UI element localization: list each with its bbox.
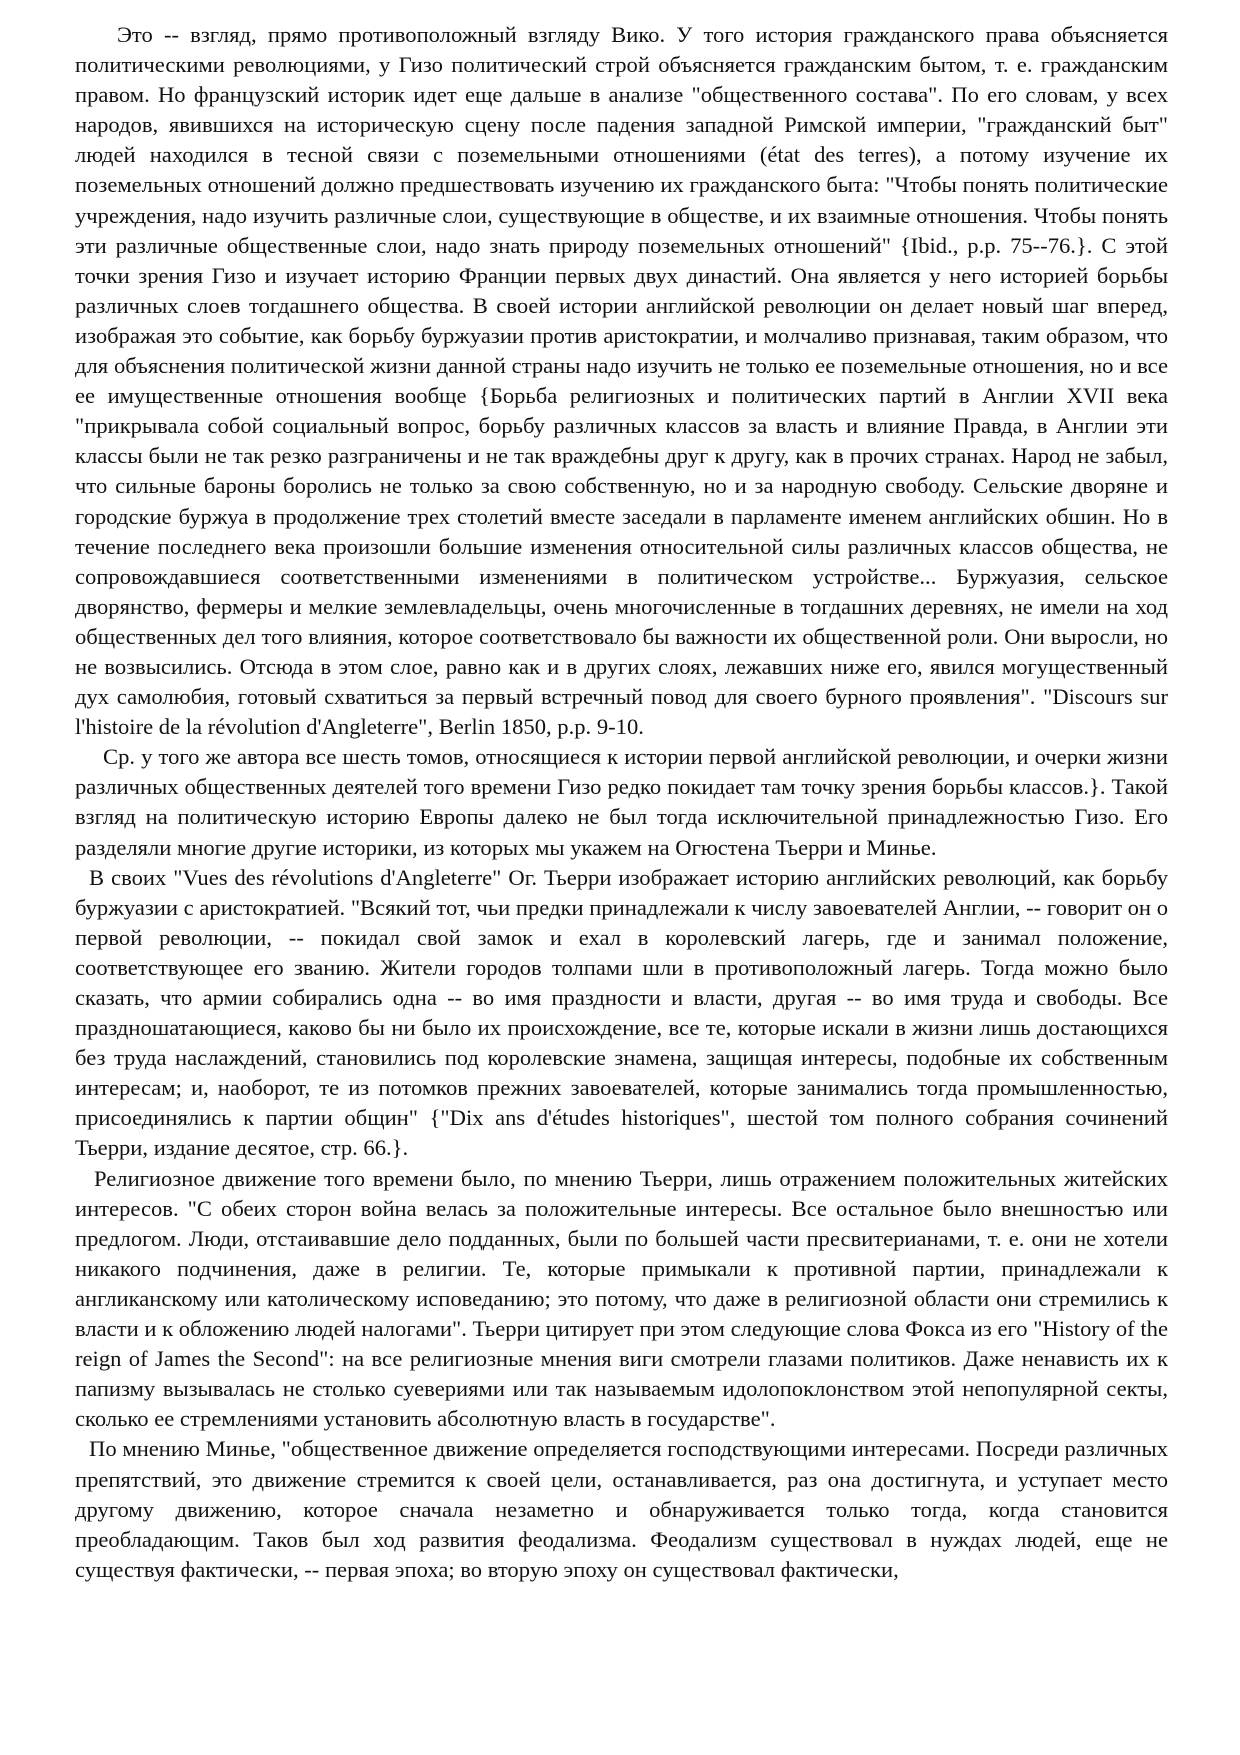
document-page — [75, 20, 1168, 1585]
paragraph-thierry-revolutions: В своих "Vues des révolutions d'Angleterre" Ог. Тьерри изображает историю английских революций, как борьбу буржуазии с аристократией. "Всякий тот, чьи предки принадлежали к числу завоевателей Англии, -- говорит он о первой революции, -- покидал свой замок и ехал в королевский лагерь, где и занимал положение, соответствующее его званию. Жители городов толпами шли в противоположный лагерь. Тогда можно было сказать, что армии собирались одна -- во имя праздности и власти, другая -- во имя труда и свободы. Все праздношатающиеся, каково бы ни было их происхождение, все те, которые искали в жизни лишь достающихся без труда наслаждений, становились под королевские знамена, защищая интересы, подобные их собственным интересам; и, наоборот, те из потомков прежних завоевателей, которые занимались тогда промышленностью, присоединялись к партии общин" {"Dix ans d'études historiques", шестой том полного собрания сочинений Тьерри, издание десятое, стр. 66.}. — [75, 864, 1168, 1161]
paragraph-guizot-civil-life: Это -- взгляд, прямо противоположный взгляду Вико. У того история гражданского права объясняется политическими революциями, у Гизо политический строй объясняется гражданским бытом, т. е. гражданским правом. Но французский историк идет еще дальше в анализе "общественного состава". По его словам, у всех народов, явившихся на историческую сцену после падения западной Римской империи, "гражданский быт" людей находился в тесной связи с поземельными отношениями (état des terres), а потому изучение их поземельных отношений должно предшествовать изучению их гражданского быта: "Чтобы понять политические учреждения, надо изучить различные слои, существующие в обществе, и их взаимные отношения. Чтобы понять эти различные общественные слои, надо знать природу поземельных отношений" {Ibid., p.p. 75--76.}. С этой точки зрения Гизо и изучает историю Франции первых двух династий. Она является у него историей борьбы различных слоев тогдашнего общества. В своей истории английской революции он делает новый шаг вперед, изображая это событие, как борьбу буржуазии против аристократии, и молчаливо признавая, таким образом, что для объяснения политической жизни данной страны надо изучить не только ее поземельные отношения, но и все ее имущественные отношения вообще {Борьба религиозных и политических партий в Англии XVII века "прикрывала собой социальный вопрос, борьбу различных классов за власть и влияние Правда, в Англии эти классы были не так резко разграничены и не так враждебны друг к другу, как в прочих странах. Народ не забыл, что сильные бароны боролись не только за свою собственную, но и за народную свободу. Сельские дворяне и городские буржуа в продолжение трех столетий вместе заседали в парламенте именем английских обшин. Но в течение последнего века произошли большие изменения относительной силы различных классов общества, не сопровождавшиеся соответственными изменениями в политическом устройстве... Буржуазия, сельское дворянство, фермеры и мелкие землевладельцы, очень многочисленные в тогдашних деревнях, не имели на ход общественных дел того влияния, которое соответствовало бы важности их общественной роли. Они выросли, но не возвысились. Отсюда в этом слое, равно как и в других слоях, лежавших ниже его, явился могущественный дух самолюбия, готовый схватиться за первый встречный повод для своего бурного проявления". "Discours sur l'histoire de la révolution d'Angleterre", Berlin 1850, p.p. 9-10. — [75, 22, 1168, 740]
paragraph-mignet: По мнению Минье, "общественное движение определяется господствующими интересами. Посреди различных препятствий, это движение стремится к своей цели, останавливается, раз она достигнута, и уступает место другому движению, которое сначала незаметно и обнаруживается только тогда, когда становится преобладающим. Таков был ход развития феодализма. Феодализм существовал в нуждах людей, еще не существуя фактически, -- первая эпоха; во вторую эпоху он существовал фактически, — [75, 1436, 1168, 1582]
paragraph-guizot-class-struggle: Ср. у того же автора все шесть томов, относящиеся к истории первой английской революции, и очерки жизни различных общественных деятелей того времени Гизо редко покидает там точку зрения борьбы классов.}. Такой взгляд на политическую историю Европы далеко не был тогда исключительной принадлежностью Гизо. Его разделяли многие другие историки, из которых мы укажем на Огюстена Тьерри и Минье. — [75, 744, 1168, 860]
paragraph-thierry-religion: Религиозное движение того времени было, по мнению Тьерри, лишь отражением положительных житейских интересов. "С обеих сторон война велась за положительные интересы. Все остальное было внешностъю или предлогом. Люди, отстаивавшие дело подданных, были по большей части пресвитерианами, т. е. они не хотели никакого подчинения, даже в религии. Те, которые примыкали к противной партии, принадлежали к англиканскому или католическому исповеданию; это потому, что даже в религиозной области они стремились к власти и к обложению людей налогами". Тьерри цитирует при этом следующие слова Фокса из его "History of the reign of James the Second": на все религиозные мнения виги смотрели глазами политиков. Даже ненависть их к папизму вызывалась не столько суевериями или так называемым идолопоклонством этой непопулярной секты, сколько ее стремлениями установить абсолютную власть в государстве". — [75, 1165, 1168, 1432]
